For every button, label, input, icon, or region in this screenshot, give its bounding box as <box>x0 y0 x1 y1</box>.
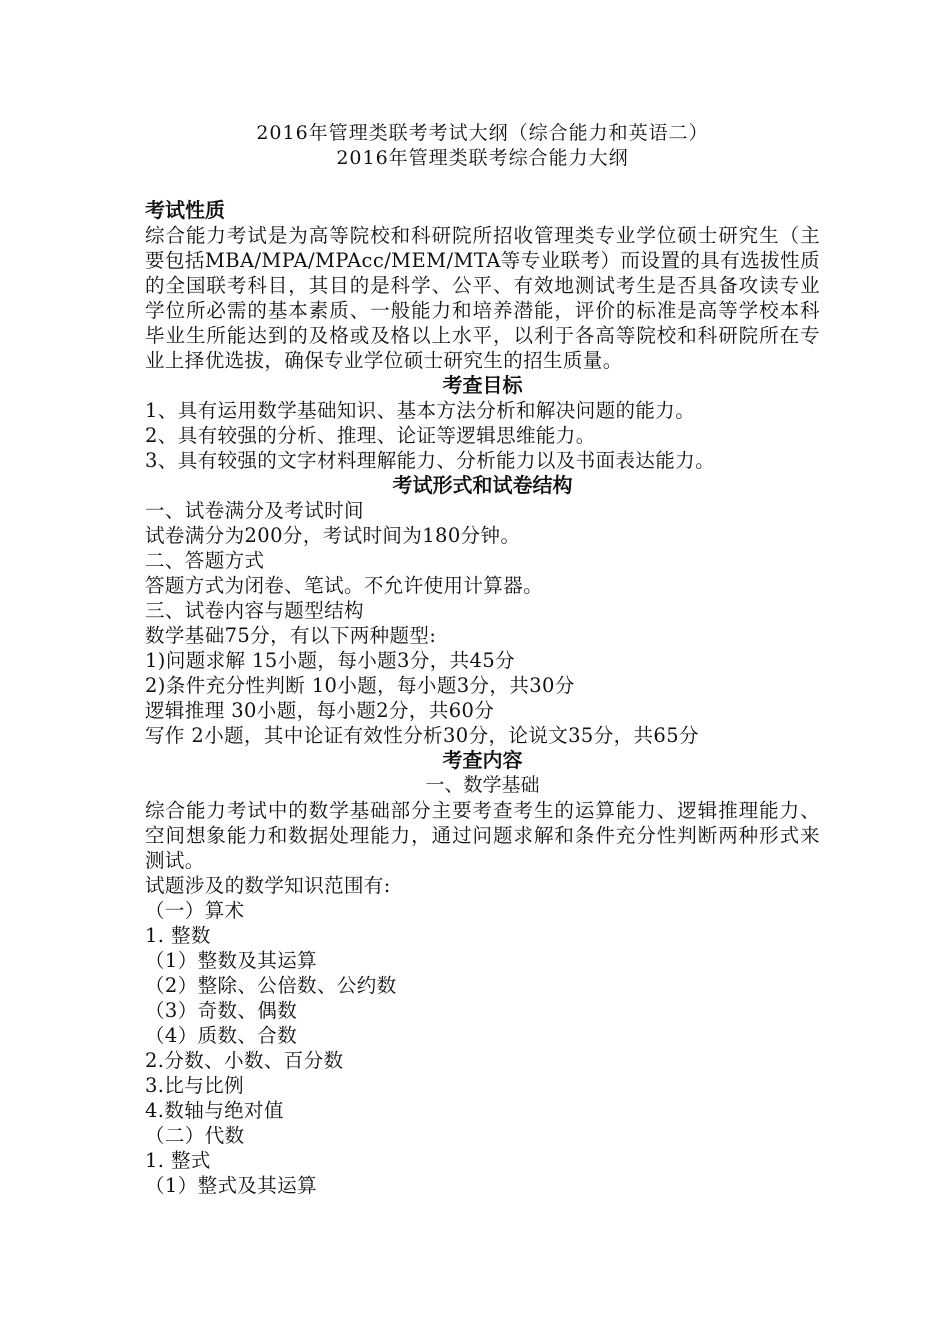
content-line: 3.比与比例 <box>145 1074 245 1097</box>
format-line: 1)问题求解 15小题，每小题3分，共45分 <box>145 649 516 672</box>
format-line: 答题方式为闭卷、笔试。不允许使用计算器。 <box>145 574 544 597</box>
section-heading-format: 考试形式和试卷结构 <box>392 473 573 497</box>
document-title: 2016年管理类联考考试大纲（综合能力和英语二） <box>256 122 709 144</box>
format-line: 二、答题方式 <box>145 549 265 572</box>
content-line: 4.数轴与绝对值 <box>145 1099 284 1122</box>
content-line: （一）算术 <box>145 899 245 922</box>
exam-nature-paragraph: 综合能力考试是为高等院校和科研院所招收管理类专业学位硕士研究生（主要包括MBA/MPA/MPAcc/MEM/MTA等专业联考）而设置的具有选拔性质的全国联考科目，其目的是科学、公平、有效地测试考生是否具备攻读专业学位所必需的基本素质、一般能力和培养潜能，评价的标准是高等学校本科毕业生所能达到的及格或及格以上水平，以利于各高等院校和科研院所在专业上择优选拔，确保专业学位硕士研究生的招生质量。 <box>145 224 820 372</box>
content-line: （二）代数 <box>145 1124 245 1147</box>
section-heading-exam-nature: 考试性质 <box>145 198 225 222</box>
content-line: （1）整式及其运算 <box>145 1174 318 1197</box>
format-line: 一、试卷满分及考试时间 <box>145 499 364 522</box>
subsection-heading-math: 一、数学基础 <box>425 774 540 796</box>
content-line: 2.分数、小数、百分数 <box>145 1049 344 1072</box>
format-line: 2)条件充分性判断 10小题，每小题3分，共30分 <box>145 674 575 697</box>
format-line: 数学基础75分，有以下两种题型: <box>145 624 437 647</box>
format-line: 试卷满分为200分，考试时间为180分钟。 <box>145 524 521 547</box>
document-subtitle: 2016年管理类联考综合能力大纲 <box>336 147 629 169</box>
objective-item: 3、具有较强的文字材料理解能力、分析能力以及书面表达能力。 <box>145 449 716 472</box>
content-line: （2）整除、公倍数、公约数 <box>145 974 397 997</box>
format-line: 写作 2小题，其中论证有效性分析30分，论说文35分，共65分 <box>145 724 699 747</box>
section-heading-content: 考查内容 <box>442 748 523 772</box>
content-line: （1）整数及其运算 <box>145 949 318 972</box>
section-heading-objectives: 考查目标 <box>442 373 523 397</box>
math-intro-paragraph: 综合能力考试中的数学基础部分主要考查考生的运算能力、逻辑推理能力、空间想象能力和数据处理能力，通过问题求解和条件充分性判断两种形式来测试。 <box>145 799 820 872</box>
objective-item: 2、具有较强的分析、推理、论证等逻辑思维能力。 <box>145 424 596 447</box>
content-line: 1. 整式 <box>145 1149 211 1172</box>
content-line: 试题涉及的数学知识范围有: <box>145 874 391 897</box>
format-line: 三、试卷内容与题型结构 <box>145 599 364 622</box>
content-line: （3）奇数、偶数 <box>145 999 298 1022</box>
content-line: （4）质数、合数 <box>145 1024 298 1047</box>
format-line: 逻辑推理 30小题，每小题2分，共60分 <box>145 699 495 722</box>
content-line: 1. 整数 <box>145 924 211 947</box>
objective-item: 1、具有运用数学基础知识、基本方法分析和解决问题的能力。 <box>145 399 696 422</box>
